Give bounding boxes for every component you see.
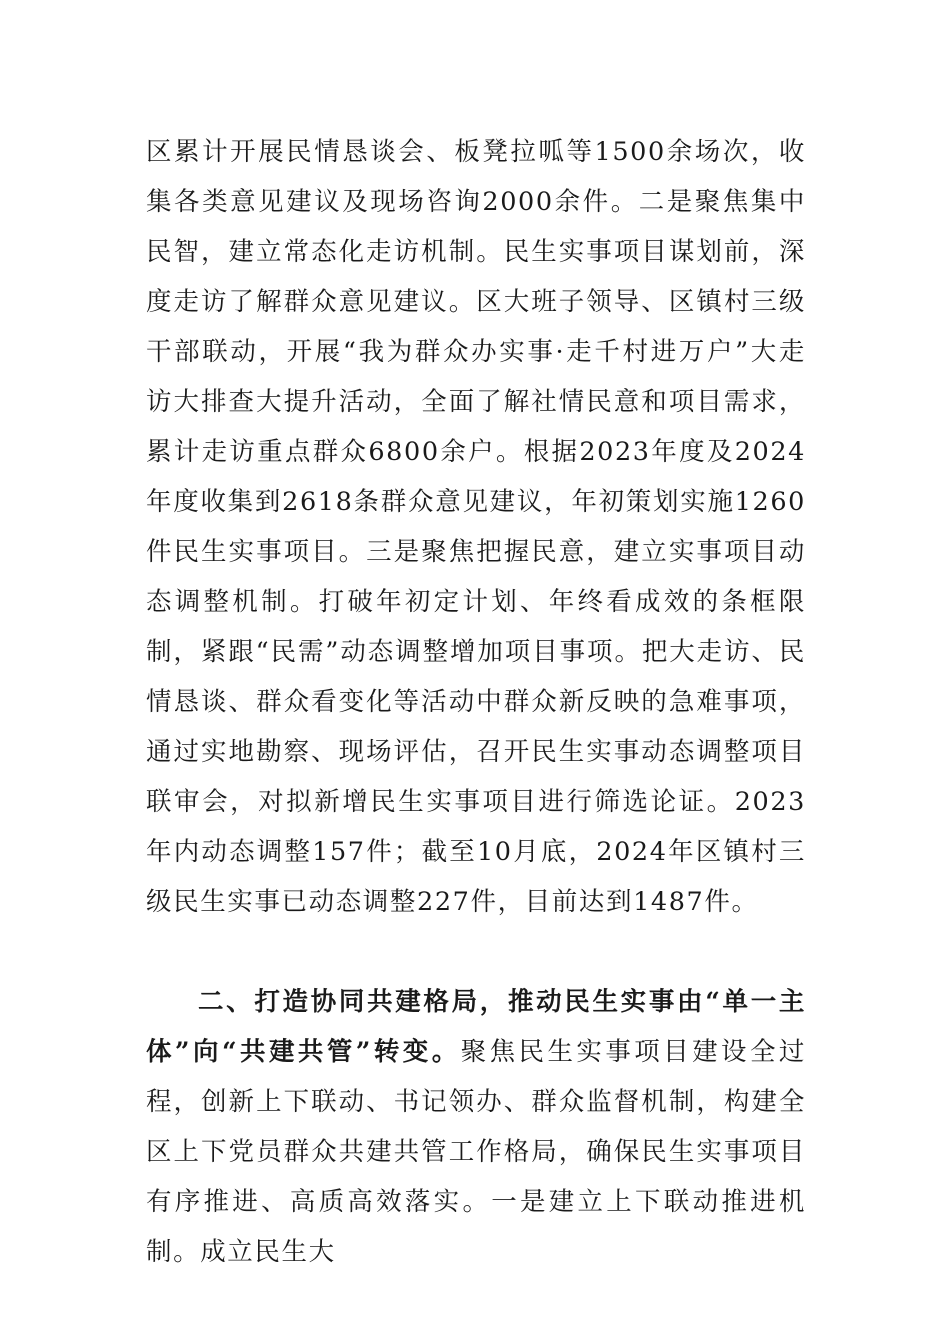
section-heading: 二、打造协同共建格局，推动民生实事由“单一主体”向“共建共管”转变。 <box>146 987 806 1067</box>
document-body <box>146 127 806 1277</box>
paragraph-section-two <box>146 977 806 1277</box>
paragraph-continuation: 区累计开展民情恳谈会、板凳拉呱等1500余场次，收集各类意见建议及现场咨询2000余件。二是聚焦集中民智，建立常态化走访机制。民生实事项目谋划前，深度走访了解群众意见建议。区大班子领导、区镇村三级干部联动，开展“我为群众办实事·走千村进万户”大走访大排查大提升活动，全面了解社情民意和项目需求，累计走访重点群众6800余户。根据2023年度及2024年度收集到2618条群众意见建议，年初策划实施1260件民生实事项目。三是聚焦把握民意，建立实事项目动态调整机制。打破年初定计划、年终看成效的条框限制，紧跟“民需”动态调整增加项目事项。把大走访、民情恳谈、群众看变化等活动中群众新反映的急难事项，通过实地勘察、现场评估，召开民生实事动态调整项目联审会，对拟新增民生实事项目进行筛选论证。2023年内动态调整157件；截至10月底，2024年区镇村三级民生实事已动态调整227件，目前达到1487件。 <box>146 137 806 917</box>
section-body-text: 聚焦民生实事项目建设全过程，创新上下联动、书记领办、群众监督机制，构建全区上下党员群众共建共管工作格局，确保民生实事项目有序推进、高质高效落实。一是建立上下联动推进机制。成立民生大 <box>146 1037 807 1267</box>
